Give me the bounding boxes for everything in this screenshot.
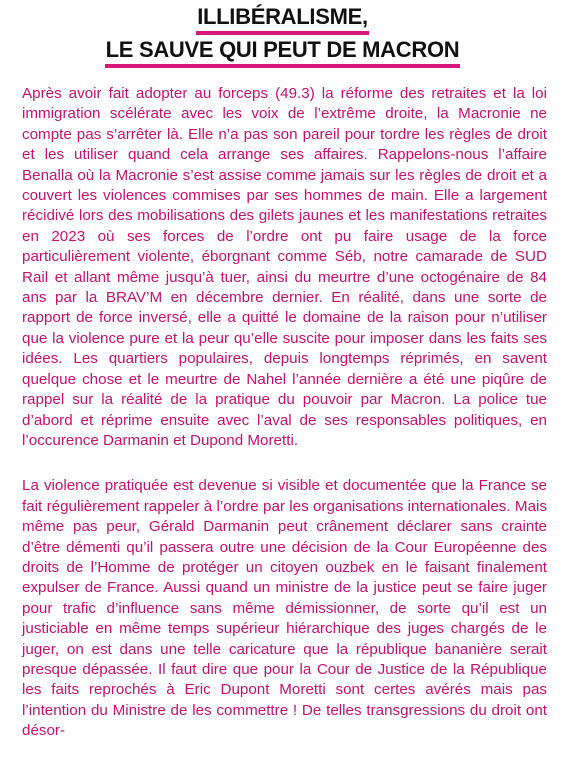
paragraph-1: Après avoir fait adopter au forceps (49.3) la réforme des retraites et la loi immigration scélérate avec les voix de l’extrême droite, la Macronie ne compte pas s’arrêter là. Elle n’a pas son pareil pour tordre les règles de droit et les utiliser quand cela arrange ses affaires. Rappelons-nous l’affaire Benalla où la Macronie s’est assise comme jamais sur les règles de droit et a couvert les violences commises par ses hommes de main. Elle a largement récidivé lors des mobilisations des gilets jaunes et les manifestations retraites en 2023 où ses forces de l’ordre ont pu faire usage de la force particulièrement violente, éborgnant comme Séb, notre camarade de SUD Rail et allant même jusqu’à tuer, ainsi du meurtre d’une octogénaire de 84 ans par la BRAV’M en décembre dernier. En réalité, dans une sorte de rapport de force inversé, elle a quitté le domaine de la raison pour n’utiliser que la violence pure et la peur qu’elle suscite pour imposer dans les faits ses idées. Les quartiers populaires, depuis longtemps réprimés, en savent quelque chose et le meurtre de Nahel l’année dernière a été une piqûre de rappel sur la réalité de la pratique du pouvoir par Macron. La police tue d’abord et réprime ensuite avec l’aval de ses responsables politiques, en l’occurence Darmanin et Dupond Moretti. [22, 85, 547, 449]
title-line-1: ILLIBÉRALISME, [196, 4, 369, 35]
article-body [22, 84, 547, 767]
paragraph-2: La violence pratiquée est devenue si visible et documentée que la France se fait régulièrement rappeler à l’ordre par les organisations internationales. Mais même pas peur, Gérald Darmanin peut crânement déclarer sans crainte d’être démenti qu’il passera outre une décision de la Cour Européenne des droits de l’Homme de protéger un citoyen ouzbek en le faisant finalement expulser de France. Aussi quand un ministre de la justice peut se faire juger pour trafic d’influence sans même démissionner, de sorte qu’il est un justiciable en même temps supérieur hiérarchique des juges chargés de le juger, on est dans une telle caricature que la république bananière serait presque dépassée. Il faut dire que pour la Cour de Justice de la République les faits reprochés à Eric Dupont Moretti sont certes avérés mais pas l’intention du Ministre de les commettre ! De telles transgressions du droit ont désor- [22, 477, 547, 740]
article-title [0, 4, 565, 70]
title-line-2: LE SAUVE QUI PEUT DE MACRON [105, 37, 461, 68]
